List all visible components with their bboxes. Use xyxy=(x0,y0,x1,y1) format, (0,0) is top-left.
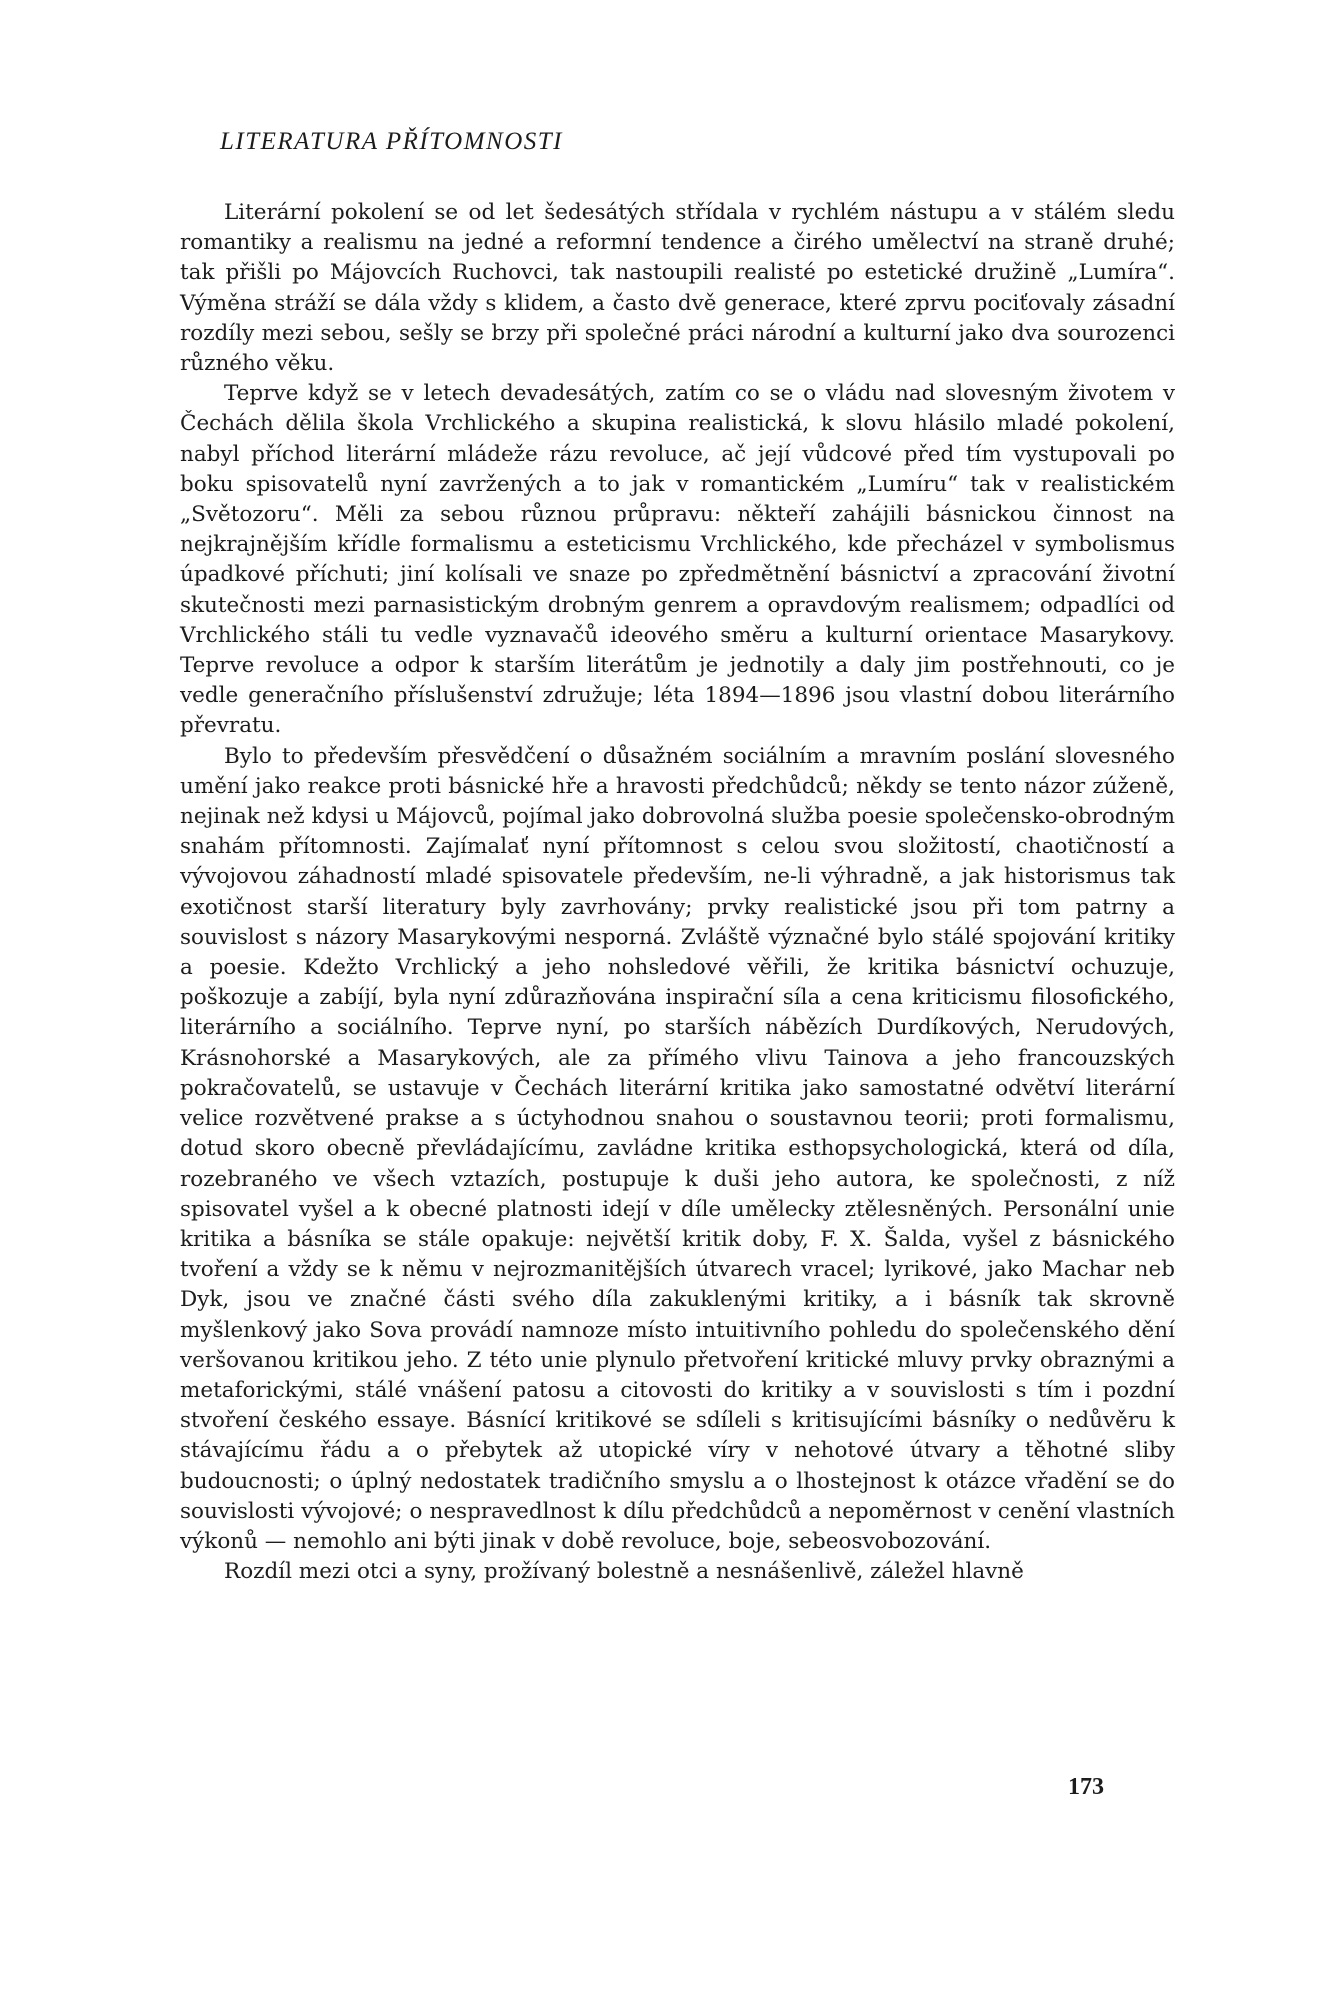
body-text xyxy=(180,198,1175,1587)
paragraph: Literární pokolení se od let šedesátých střídala v rychlém nástupu a v stálém sledu romantiky a realismu na jedné a reformní tendence a čirého umělectví na straně druhé; tak přišli po Májovcích Ruchovci, tak nastoupili realisté po estetické družině „Lumíra“. Výměna stráží se dála vždy s klidem, a často dvě generace, které zprvu pociťovaly zásadní rozdíly mezi sebou, sešly se brzy při společné práci národní a kulturní jako dva sourozenci různého věku. xyxy=(180,200,1175,377)
page-number: 173 xyxy=(1068,1774,1104,1800)
paragraph: Rozdíl mezi otci a syny, prožívaný bolestně a nesnášenlivě, záležel hlavně xyxy=(224,1559,1024,1585)
paragraph: Bylo to především přesvědčení o důsažném sociálním a mravním poslání slovesného umění jako reakce proti básnické hře a hravosti předchůdců; někdy se tento názor zúženě, nejinak než kdysi u Májovců, pojímal jako dobrovolná služba poesie společensko-obrodným snahám přítomnosti. Zajímalať nyní přítomnost s celou svou složitostí, chaotičností a vývojovou záhadností mladé spisovatele především, ne-li výhradně, a jak historismus tak exotičnost starší literatury byly zavrhovány; prvky realistické jsou při tom patrny a souvislost s názory Masarykovými nesporná. Zvláště význačné bylo stálé spojování kritiky a poesie. Kdežto Vrchlický a jeho nohsledové věřili, že kritika básnictví ochuzuje, poškozuje a zabíjí, byla nyní zdůrazňována inspirační síla a cena kriticismu filosofického, literárního a sociálního. Teprve nyní, po starších nábězích Durdíkových, Nerudových, Krásnohorské a Masarykových, ale za přímého vlivu Tainova a jeho francouzských pokračovatelů, se ustavuje v Čechách literární kritika jako samostatné odvětví literární velice rozvětvené prakse a s úctyhodnou snahou o soustavnou teorii; proti formalismu, dotud skoro obecně převládajícímu, zavládne kritika esthopsychologická, která od díla, rozebraného ve všech vztazích, postupuje k duši jeho autora, ke společnosti, z níž spisovatel vyšel a k obecné platnosti idejí v díle umělecky ztělesněných. Personální unie kritika a básníka se stále opakuje: největší kritik doby, F. X. Šalda, vyšel z básnického tvoření a vždy se k němu v nejrozmanitějších útvarech vracel; lyrikové, jako Machar neb Dyk, jsou ve značné části svého díla zakuklenými kritiky, a i básník tak skrovně myšlenkový jako Sova provádí namnoze místo intuitivního pohledu do společenského dění veršovanou kritikou jeho. Z této unie plynulo přetvoření kritické mluvy prvky obraznými a metaforickými, stálé vnášení patosu a citovosti do kritiky a v souvislosti s tím i pozdní stvoření českého essaye. Básnící kritikové se sdíleli s kritisujícími básníky o nedůvěru k stávajícímu řádu a o přebytek až utopické víry v nehotové útvary a těhotné sliby budoucnosti; o úplný nedostatek tradičního smyslu a o lhostejnost k otázce vřadění se do souvislosti vývojové; o nespravedlnost k dílu předchůdců a nepoměrnost v cenění vlastních výkonů — nemohlo ani býti jinak v době revoluce, boje, sebeosvobozování. xyxy=(180,743,1175,1554)
paragraph: Teprve když se v letech devadesátých, zatím co se o vládu nad slovesným životem v Čechách dělila škola Vrchlického a skupina realistická, k slovu hlásilo mladé pokolení, nabyl příchod literární mládeže rázu revoluce, ač její vůdcové před tím vystupovali po boku spisovatelů nyní zavržených a to jak v romantickém „Lumíru“ tak v realistickém „Světozoru“. Měli za sebou různou průpravu: někteří zahájili básnickou činnost na nejkrajnějším křídle formalismu a esteticismu Vrchlického, kde přecházel v symbolismus úpadkové příchuti; jiní kolísali ve snaze po zpředmětnění básnictví a zpracování životní skutečnosti mezi parnasistickým drobným genrem a opravdovým realismem; odpadlíci od Vrchlického stáli tu vedle vyznavačů ideového směru a kulturní orientace Masarykovy. Teprve revoluce a odpor k starším literátům je jednotily a daly jim postřehnouti, co je vedle generačního příslušenství združuje; léta 1894—1896 jsou vlastní dobou literárního převratu. xyxy=(180,381,1175,739)
running-head: LITERATURA PŘÍTOMNOSTI xyxy=(220,128,563,155)
